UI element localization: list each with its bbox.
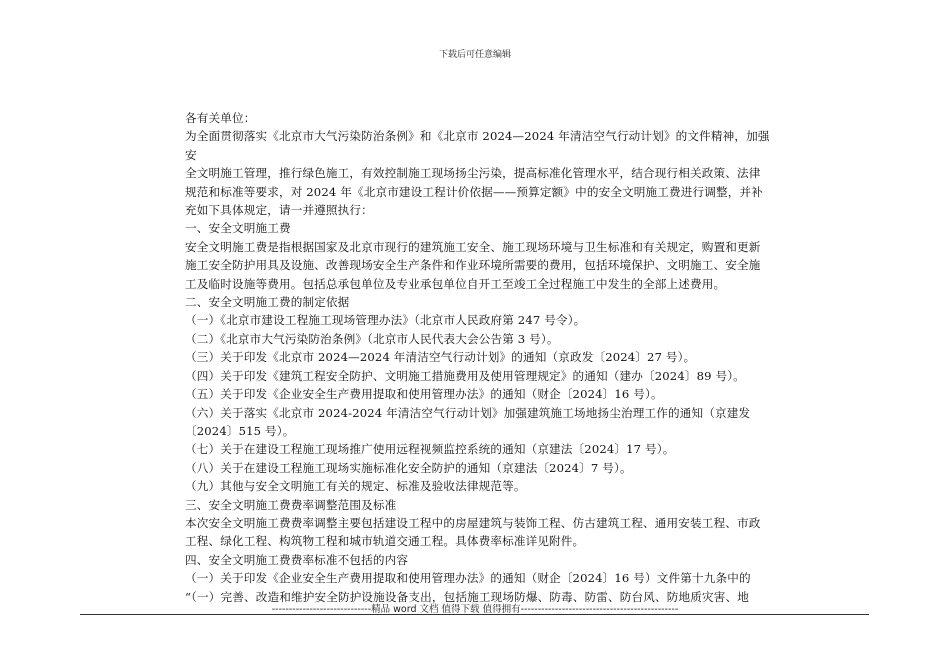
paragraph-line: 工程、绿化工程、构筑物工程和城市轨道交通工程。具体费率标准详见附件。 (185, 534, 585, 549)
basis-item: （五）关于印发《企业安全生产费用提取和使用管理办法》的通知（财企〔2024〕16 号）。 (185, 387, 663, 402)
basis-item: （九）其他与安全文明施工有关的规定、标准及验收法律规范等。 (185, 479, 526, 494)
document-body (185, 109, 775, 606)
salutation-line: 各有关单位： (185, 111, 256, 125)
basis-item: 〔2024〕515 号）。 (185, 423, 295, 438)
basis-item: （四）关于印发《建筑工程安全防护、文明施工措施费用及使用管理规定》的通知（建办〔2024〕89 号）。 (185, 368, 745, 383)
section-heading-4: 四、安全文明施工费费率标准不包括的内容 (185, 552, 409, 567)
paragraph-line: 安全文明施工费是指根据国家及北京市现行的建筑施工安全、施工现场环境与卫生标准和有关规定，购置和更新 (185, 239, 761, 254)
paragraph-line: 施工安全防护用具及设施、改善现场安全生产条件和作业环境所需要的费用，包括环境保护、文明施工、安全施 (185, 258, 761, 273)
section-heading-3: 三、安全文明施工费费率调整范围及标准 (185, 497, 397, 512)
intro-line: 为全面贯彻落实《北京市大气污染防治条例》和《北京市 2024—2024 年清洁空气行动计划》的文件精神，加强安 (185, 129, 770, 162)
intro-line: 全文明施工管理，推行绿色施工，有效控制施工现场扬尘污染，提高标准化管理水平，结合现行相关政策、法律 (185, 166, 761, 181)
section-heading-2: 二、安全文明施工费的制定依据 (185, 295, 350, 310)
basis-item: （八）关于在建设工程施工现场实施标准化安全防护的通知（京建法〔2024〕7 号）。 (185, 460, 632, 475)
basis-item: （六）关于落实《北京市 2024-2024 年清洁空气行动计划》加强建筑施工场地扬尘治理工作的通知（京建发 (185, 405, 751, 420)
basis-item: （三）关于印发《北京市 2024—2024 年清洁空气行动计划》的通知（京政发〔2024〕27 号）。 (185, 350, 696, 365)
basis-item: （七）关于在建设工程施工现场推广使用远程视频监控系统的通知（京建法〔2024〕17 号）。 (185, 442, 675, 457)
basis-item: （二）《北京市大气污染防治条例》（北京市人民代表大会公告第 3 号）。 (185, 331, 559, 346)
paragraph-line: 本次安全文明施工费费率调整主要包括建设工程中的房屋建筑与装饰工程、仿古建筑工程、通用安装工程、市政 (185, 515, 761, 530)
intro-line: 充如下具体规定，请一并遵照执行： (185, 203, 373, 218)
intro-line: 规范和标准等要求，对 2024 年《北京市建设工程计价依据——预算定额》中的安全文明施工费进行调整，并补 (185, 184, 763, 199)
paragraph-line: （一）关于印发《企业安全生产费用提取和使用管理办法》的通知（财企〔2024〕16 号）文件第十九条中的 (185, 571, 751, 586)
section-heading-1: 一、安全文明施工费 (185, 221, 291, 236)
footer-note: -----------------------------精品 word 文档 值得下载 值得拥有---------------------------------------------- (271, 604, 679, 615)
paragraph-line: “（一）完善、改造和维护安全防护设施设备支出，包括施工现场防爆、防毒、防雷、防台风、防地质灾害、地 (185, 589, 749, 604)
basis-item: （一）《北京市建设工程施工现场管理办法》（北京市人民政府第 247 号令）。 (185, 313, 586, 328)
header-note: 下载后可任意编辑 (438, 50, 511, 60)
paragraph-line: 工及临时设施等费用。包括总承包单位及专业承包单位自开工至竣工全过程施工中发生的全部上述费用。 (185, 276, 726, 291)
